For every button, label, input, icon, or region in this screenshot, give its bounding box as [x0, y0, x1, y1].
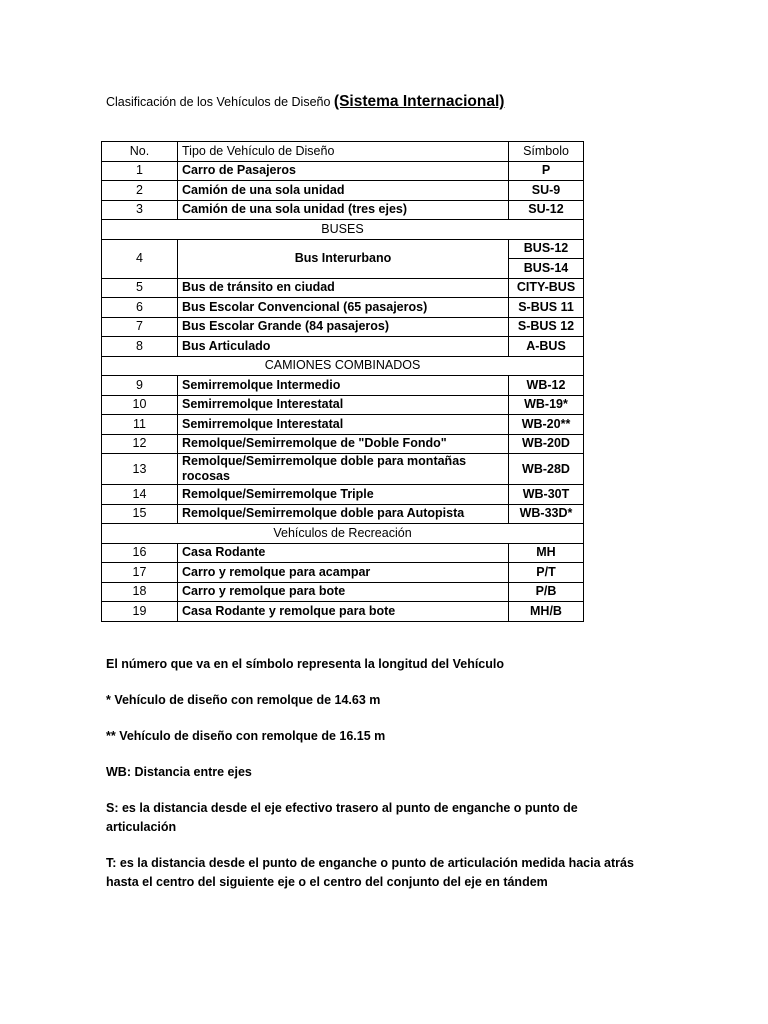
row-symbol: P/T — [509, 563, 584, 583]
row-no: 7 — [102, 317, 178, 337]
row-symbol: CITY-BUS — [509, 278, 584, 298]
row-type: Bus Interurbano — [178, 239, 509, 278]
row-no: 4 — [102, 239, 178, 278]
table-row — [102, 200, 584, 220]
row-type: Remolque/Semirremolque Triple — [178, 485, 509, 505]
table-row — [102, 602, 584, 622]
row-no: 9 — [102, 376, 178, 396]
row-symbol: MH/B — [509, 602, 584, 622]
row-symbol: MH — [509, 543, 584, 563]
row-no: 6 — [102, 298, 178, 318]
row-no: 2 — [102, 181, 178, 201]
table-row — [102, 395, 584, 415]
row-no: 11 — [102, 415, 178, 435]
row-no: 19 — [102, 602, 178, 622]
table-header-row — [102, 142, 584, 162]
section-row-camiones — [102, 356, 584, 376]
row-no: 8 — [102, 337, 178, 357]
row-no: 16 — [102, 543, 178, 563]
table-row — [102, 582, 584, 602]
row-no: 5 — [102, 278, 178, 298]
table-row — [102, 298, 584, 318]
table-row — [102, 454, 584, 485]
row-type: Carro y remolque para acampar — [178, 563, 509, 583]
row-type: Bus de tránsito en ciudad — [178, 278, 509, 298]
row-symbol: WB-12 — [509, 376, 584, 396]
row-type: Bus Articulado — [178, 337, 509, 357]
table-row — [102, 543, 584, 563]
section-row-recreacion — [102, 524, 584, 544]
row-type: Casa Rodante y remolque para bote — [178, 602, 509, 622]
row-type: Remolque/Semirremolque doble para montañas rocosas — [178, 454, 509, 485]
row-no: 3 — [102, 200, 178, 220]
table-row — [102, 504, 584, 524]
row-symbol: S-BUS 12 — [509, 317, 584, 337]
row-symbol: WB-30T — [509, 485, 584, 505]
row-type: Carro y remolque para bote — [178, 582, 509, 602]
vehicle-classification-table — [101, 141, 584, 622]
note-two-asterisks: ** Vehículo de diseño con remolque de 16.15 m — [106, 729, 386, 743]
row-type: Semirremolque Intermedio — [178, 376, 509, 396]
table-row — [102, 278, 584, 298]
row-symbol: WB-19* — [509, 395, 584, 415]
row-symbol: BUS-14 — [509, 259, 584, 279]
note-one-asterisk: * Vehículo de diseño con remolque de 14.63 m — [106, 693, 381, 707]
note-s-definition: S: es la distancia desde el eje efectivo trasero al punto de enganche o punto de articulación — [106, 801, 578, 834]
row-type: Semirremolque Interestatal — [178, 415, 509, 435]
row-symbol: WB-28D — [509, 454, 584, 485]
row-type: Bus Escolar Grande (84 pasajeros) — [178, 317, 509, 337]
header-no: No. — [102, 142, 178, 162]
row-no: 15 — [102, 504, 178, 524]
note-symbol-length: El número que va en el símbolo representa la longitud del Vehículo — [106, 657, 505, 671]
table-row — [102, 239, 584, 259]
row-no: 1 — [102, 161, 178, 181]
header-type: Tipo de Vehículo de Diseño — [178, 142, 509, 162]
row-symbol: SU-12 — [509, 200, 584, 220]
title-prefix: Clasificación de los Vehículos de Diseño — [106, 95, 334, 109]
table-row — [102, 161, 584, 181]
table-row — [102, 376, 584, 396]
notes-section — [106, 655, 646, 909]
row-no: 14 — [102, 485, 178, 505]
row-symbol: A-BUS — [509, 337, 584, 357]
row-type: Remolque/Semirremolque doble para Autopista — [178, 504, 509, 524]
section-title: BUSES — [102, 220, 584, 240]
row-type: Semirremolque Interestatal — [178, 395, 509, 415]
row-symbol: P — [509, 161, 584, 181]
row-type: Carro de Pasajeros — [178, 161, 509, 181]
table-row — [102, 485, 584, 505]
title-emphasis: (Sistema Internacional) — [333, 93, 505, 110]
row-symbol: BUS-12 — [509, 239, 584, 259]
table-row — [102, 563, 584, 583]
document-title — [106, 93, 504, 111]
row-type: Camión de una sola unidad (tres ejes) — [178, 200, 509, 220]
section-row-buses — [102, 220, 584, 240]
row-type: Remolque/Semirremolque de "Doble Fondo" — [178, 434, 509, 454]
row-symbol: WB-20** — [509, 415, 584, 435]
note-wb-definition: WB: Distancia entre ejes — [106, 765, 252, 779]
row-symbol: S-BUS 11 — [509, 298, 584, 318]
row-symbol: P/B — [509, 582, 584, 602]
table-row — [102, 415, 584, 435]
table-row — [102, 337, 584, 357]
table-row — [102, 434, 584, 454]
row-symbol: WB-20D — [509, 434, 584, 454]
row-no: 12 — [102, 434, 178, 454]
header-symbol: Símbolo — [509, 142, 584, 162]
section-title: Vehículos de Recreación — [102, 524, 584, 544]
row-type: Casa Rodante — [178, 543, 509, 563]
row-symbol: WB-33D* — [509, 504, 584, 524]
row-symbol: SU-9 — [509, 181, 584, 201]
row-no: 17 — [102, 563, 178, 583]
table-row — [102, 317, 584, 337]
section-title: CAMIONES COMBINADOS — [102, 356, 584, 376]
row-type: Bus Escolar Convencional (65 pasajeros) — [178, 298, 509, 318]
row-no: 10 — [102, 395, 178, 415]
row-no: 13 — [102, 454, 178, 485]
note-t-definition: T: es la distancia desde el punto de enganche o punto de articulación medida hacia atrás hasta el centro del siguiente eje o el centro del conjunto del eje en tándem — [106, 856, 634, 889]
row-no: 18 — [102, 582, 178, 602]
row-type: Camión de una sola unidad — [178, 181, 509, 201]
table-row — [102, 181, 584, 201]
